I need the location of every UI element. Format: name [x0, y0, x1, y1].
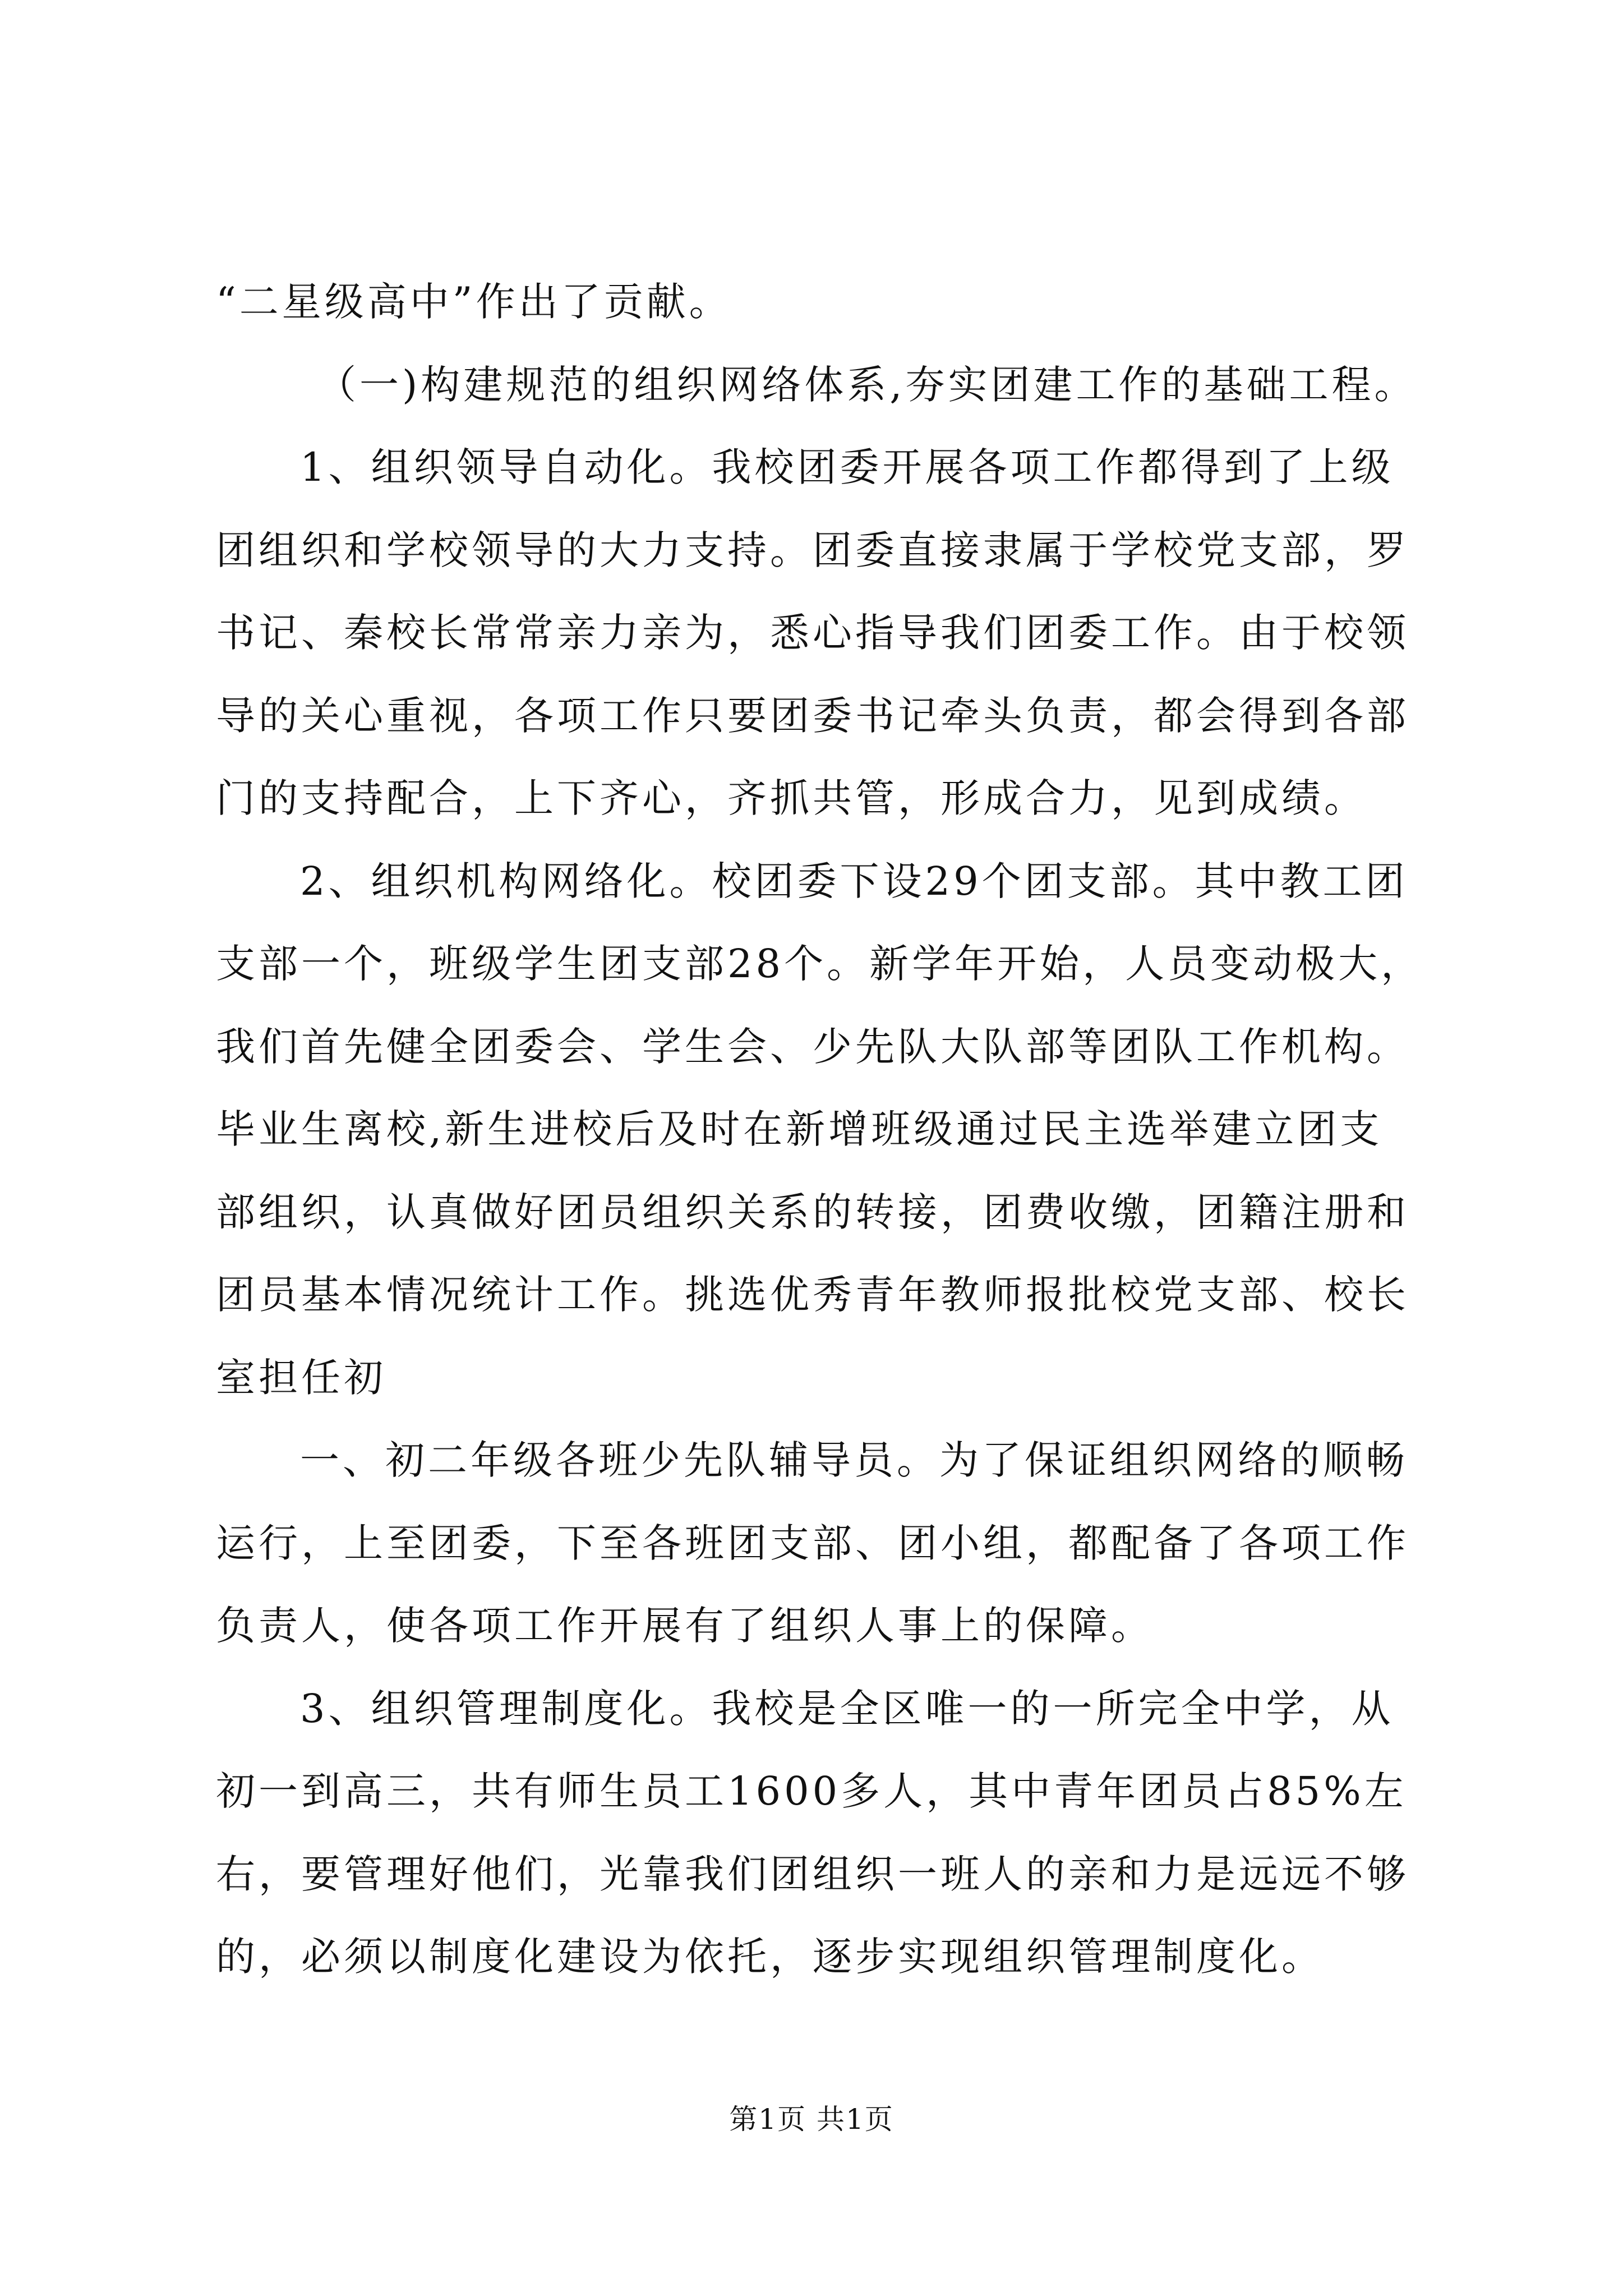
text-line: 我们首先健全团委会、学生会、少先队大队部等团队工作机构。	[216, 1023, 1409, 1070]
text-line: 毕业生离校,新生进校后及时在新增班级通过民主选举建立团支	[216, 1106, 1383, 1152]
paragraph-start: 1、组织领导自动化。我校团委开展各项工作都得到了上级	[300, 444, 1394, 490]
text-line: 初一到高三，共有师生员工1600多人，其中青年团员占85%左	[216, 1768, 1407, 1814]
text-line: 门的支持配合，上下齐心，齐抓共管，形成合力，见到成绩。	[216, 775, 1367, 821]
text-line: 负责人，使各项工作开展有了组织人事上的保障。	[216, 1603, 1154, 1649]
text-line: 运行，上至团委，下至各班团支部、团小组，都配备了各项工作	[216, 1520, 1409, 1566]
text-line: 团员基本情况统计工作。挑选优秀青年教师报批校党支部、校长	[216, 1272, 1409, 1318]
text-line: 支部一个，班级学生团支部28个。新学年开始，人员变动极大，	[216, 941, 1424, 987]
text-line: “二星级高中”作出了贡献。	[216, 279, 732, 325]
text-line: 书记、秦校长常常亲力亲为，悉心指导我们团委工作。由于校领	[216, 610, 1409, 656]
paragraph-start: 2、组织机构网络化。校团委下设29个团支部。其中教工团	[300, 858, 1408, 904]
paragraph-start: 3、组织管理制度化。我校是全区唯一的一所完全中学，从	[300, 1685, 1394, 1732]
document-body	[216, 261, 1424, 1999]
section-heading: （一)构建规范的组织网络体系,夯实团建工作的基础工程。	[317, 361, 1417, 408]
text-line: 室担任初	[216, 1354, 386, 1401]
text-line: 部组织，认真做好团员组织关系的转接，团费收缴，团籍注册和	[216, 1189, 1409, 1235]
text-line: 导的关心重视，各项工作只要团委书记牵头负责，都会得到各部	[216, 692, 1409, 739]
page-number-footer: 第1页 共1页	[729, 2103, 894, 2136]
text-line: 团组织和学校领导的大力支持。团委直接隶属于学校党支部，罗	[216, 527, 1409, 573]
text-line: 右，要管理好他们，光靠我们团组织一班人的亲和力是远远不够	[216, 1851, 1409, 1897]
paragraph-start: 一、初二年级各班少先队辅导员。为了保证组织网络的顺畅	[300, 1437, 1408, 1483]
text-line: 的，必须以制度化建设为依托，逐步实现组织管理制度化。	[216, 1934, 1324, 1980]
